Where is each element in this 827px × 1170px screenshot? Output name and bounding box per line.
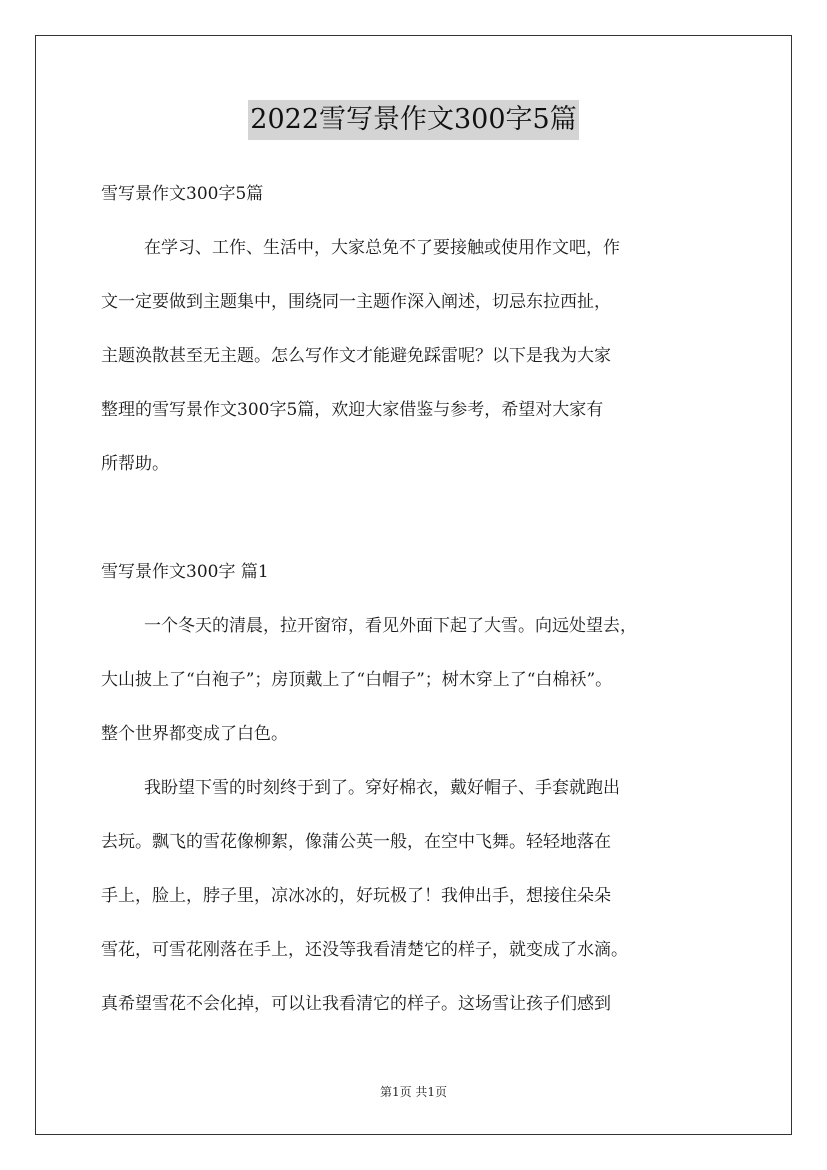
paragraph2-line-5: 真希望雪花不会化掉，可以让我看清它的样子。这场雪让孩子们感到 <box>101 994 611 1014</box>
intro-line-1: 在学习、工作、生活中，大家总免不了要接触或使用作文吧，作 <box>144 238 620 258</box>
title-container <box>0 100 827 140</box>
paragraph2-line-1: 我盼望下雪的时刻终于到了。穿好棉衣，戴好帽子、手套就跑出 <box>144 778 620 798</box>
paragraph2-line-4: 雪花，可雪花刚落在手上，还没等我看清楚它的样子，就变成了水滴。 <box>101 940 628 960</box>
section-heading: 雪写景作文300字 篇1 <box>101 562 269 582</box>
paragraph2-line-2: 去玩。飘飞的雪花像柳絮，像蒲公英一般，在空中飞舞。轻轻地落在 <box>101 832 611 852</box>
document-subtitle: 雪写景作文300字5篇 <box>101 184 264 204</box>
intro-line-3: 主题涣散甚至无主题。怎么写作文才能避免踩雷呢？以下是我为大家 <box>101 346 611 366</box>
intro-line-2: 文一定要做到主题集中，围绕同一主题作深入阐述，切忌东拉西扯， <box>101 292 611 312</box>
page-footer: 第1页 共1页 <box>379 1085 448 1099</box>
paragraph2-line-3: 手上，脸上，脖子里，凉冰冰的，好玩极了！我伸出手，想接住朵朵 <box>101 886 611 906</box>
intro-line-4: 整理的雪写景作文300字5篇，欢迎大家借鉴与参考，希望对大家有 <box>101 400 604 420</box>
paragraph1-line-3: 整个世界都变成了白色。 <box>101 724 288 744</box>
paragraph1-line-2: 大山披上了“白袍子”；房顶戴上了“白帽子”；树木穿上了“白棉袄”。 <box>101 670 613 690</box>
intro-line-5: 所帮助。 <box>101 454 169 474</box>
document-title: 2022雪写景作文300字5篇 <box>248 100 578 140</box>
paragraph1-line-1: 一个冬天的清晨，拉开窗帘，看见外面下起了大雪。向远处望去， <box>144 616 637 636</box>
